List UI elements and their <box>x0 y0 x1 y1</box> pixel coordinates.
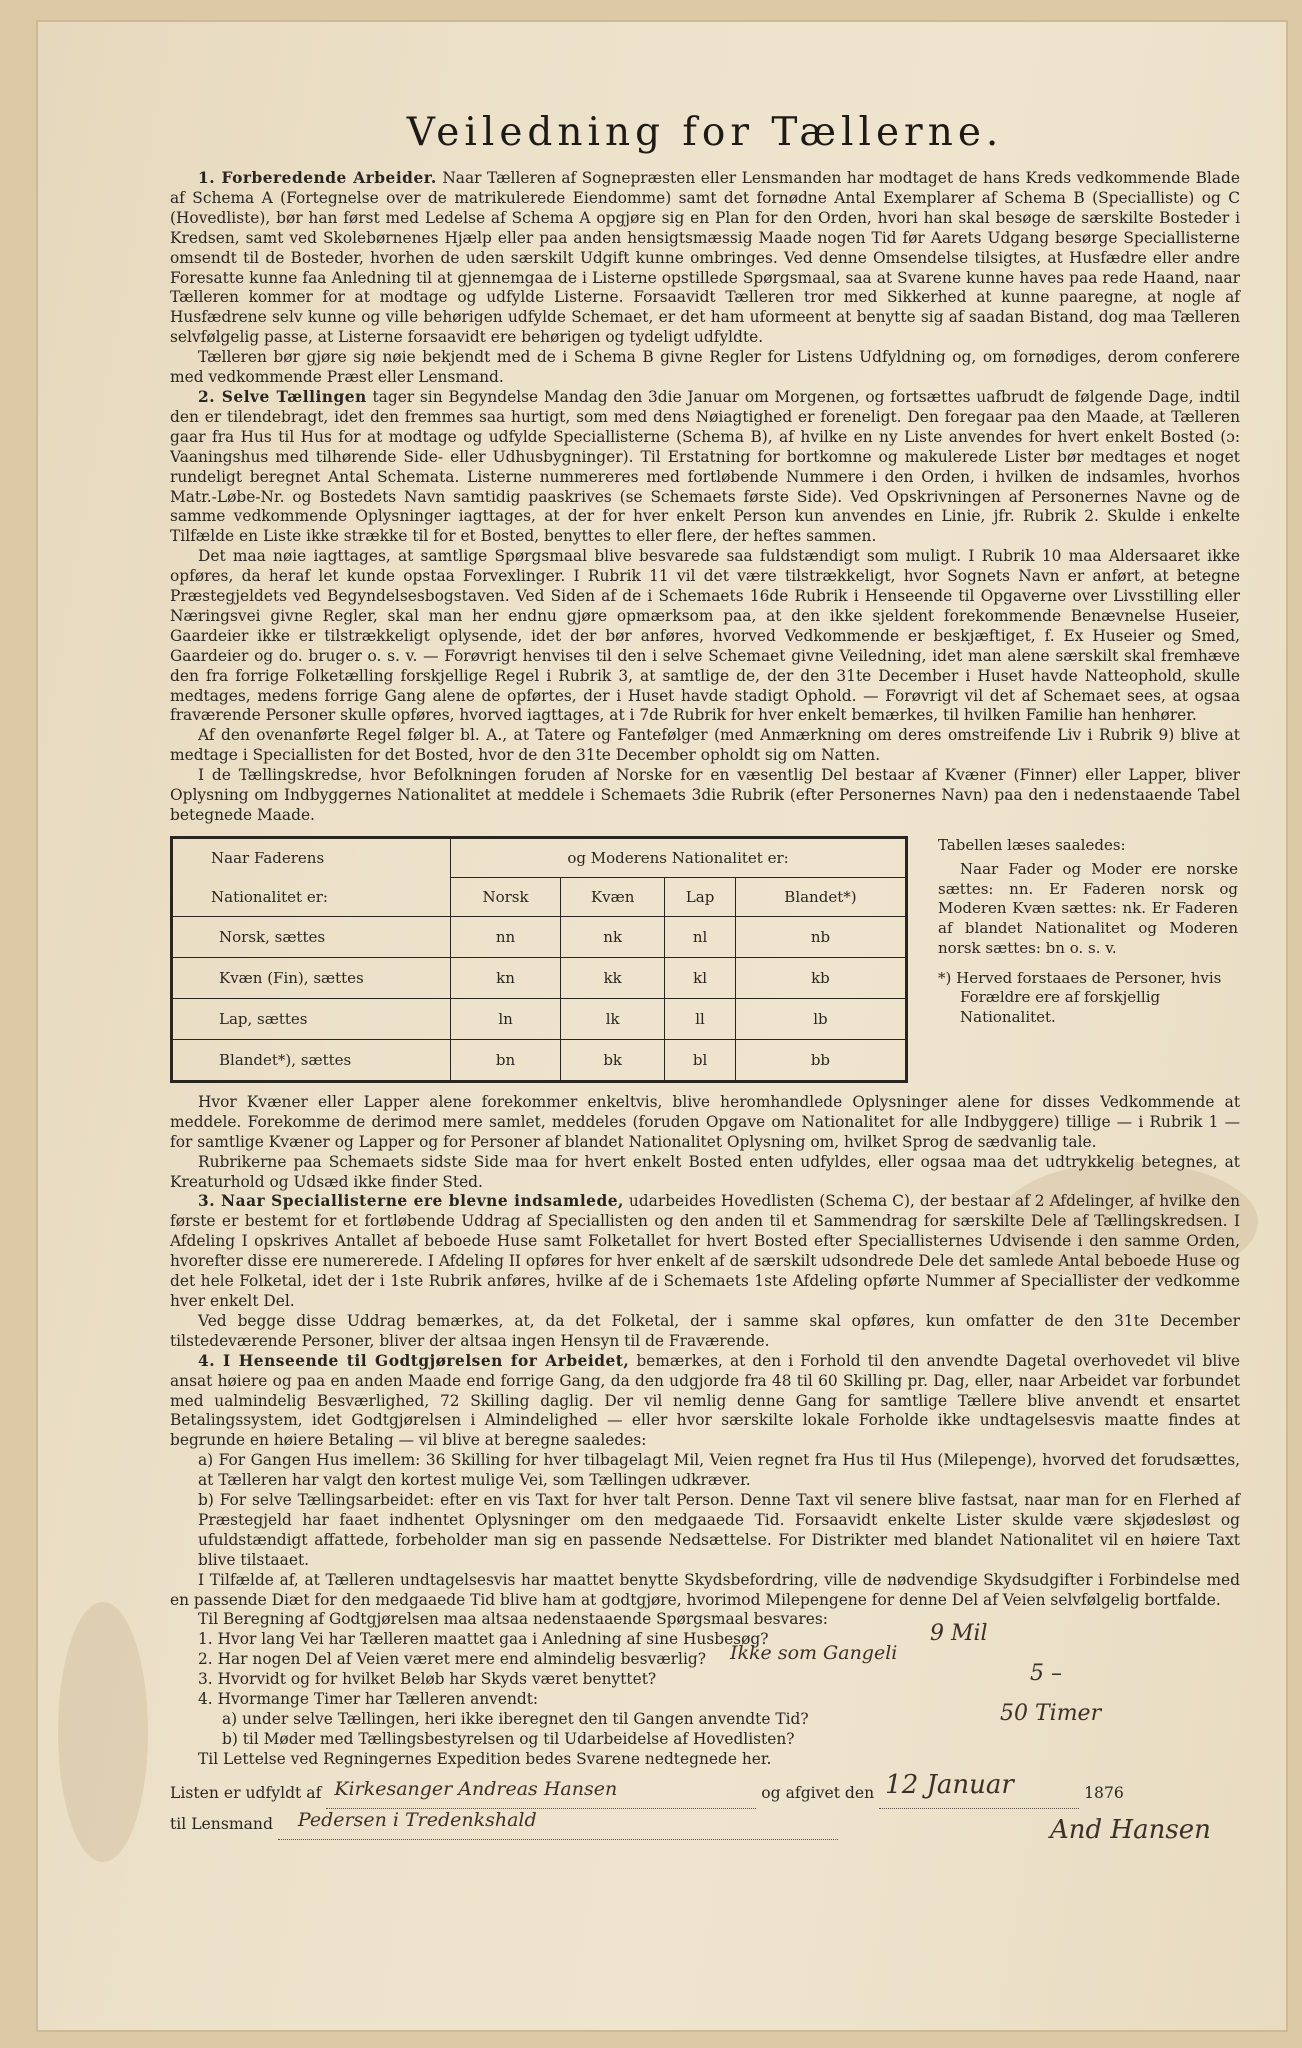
table-cell: nk <box>561 916 665 957</box>
section-1 <box>170 169 1240 348</box>
table-cell: kl <box>665 957 736 998</box>
document-content <box>170 110 1240 1845</box>
section-4-paragraph-2: I Tilfælde af, at Tælleren undtagelsesvis har maattet benytte Skydsbefordring, ville de nødvendige Skydsudgifter i Forbindelse med en passende Diæt for den medgaaede Tid blive ham at godtgjøre, hvorimod Milepengene for denne Del af Veien selvfølgelig bortfalde. <box>170 1570 1240 1609</box>
footer-label: Listen er udfyldt af <box>170 1783 322 1802</box>
column-header: Lap <box>665 877 736 916</box>
question-text: 3. Hvorvidt og for hvilket Beløb har Skyds været benyttet? <box>198 1670 657 1689</box>
handwritten-lensmand: Pedersen i Tredenkshald <box>297 1808 537 1831</box>
table-cell: ln <box>451 998 561 1039</box>
section-text: udarbeides Hovedlisten (Schema C), der bestaar af 2 Afdelinger, af hvilke den første er bestemt for et fortløbende Uddrag af Speciallisten og den anden til et Sammendrag for særskilte Dele af Tællingskredsen. I Afdeling I opskrives Antallet af beboede Huse samt Folketallet for hvert Bosted efter Speciallisternes Udvisende i den samme Orden, hvorefter disse ere numererede. I Afdeling II opføres for hver enkelt af de særskilt udsondrede Dele det samlede Antal beboede Huse og det hele Folketal, idet der i 1ste Rubrik anføres, hvilke af de i Schemaets 1ste Afdeling opførte Nummer af Speciallister der vedkomme hver enkelt Del. <box>170 1192 1240 1310</box>
section-2-paragraph-3: Af den ovenanførte Regel følger bl. A., at Tatere og Fantefølger (med Anmærkning om deres omstreifende Liv i Rubrik 9) blive at medtage i Speciallisten for det Bosted, hvor de den 31te December opholdt sig om Natten. <box>170 726 1240 765</box>
table-row <box>172 916 907 957</box>
section-3-paragraph-2: Ved begge disse Uddrag bemærkes, at, da det Folketal, der i samme skal opføres, kun omfatter de den 31te December tilstedeværende Personer, bliver der altsaa ingen Hensyn til de Fraværende. <box>170 1311 1240 1350</box>
handwritten-answer: Ikke som Gangeli <box>730 1642 898 1665</box>
table-explanation <box>938 836 1238 1083</box>
section-2-paragraph-4: I de Tællingskredse, hvor Befolkningen foruden af Norske for en væsentlig Del bestaar af Kvæner (Finner) eller Lapper, bliver Oplysning om Indbyggernes Nationalitet at meddele i Schemaets 3die Rubrik (efter Personernes Navn) paa den i nedenstaaende Tabel betegnede Maade. <box>170 766 1240 824</box>
explanation-title: Tabellen læses saaledes: <box>938 835 1126 854</box>
section-text: tager sin Begyndelse Mandag den 3die Januar om Morgenen, og fortsættes uafbrudt de følgende Dage, indtil den er tilendebragt, idet den fremmes saa hurtigt, som med dens Nøiagtighed er foreneligt. Den foregaar paa den Maade, at Tælleren gaar fra Hus til Hus for at modtage og udfylde Speciallisterne (Schema B), af hvilke en ny Liste anvendes for hvert enkelt Bosted (ɔ: Vaaningshus med tilhørende Side- eller Udhusbygninger). Til Erstatning for bortkomne og makulerede Lister bør medtages et noget rundeligt beregnet Antal Schemata. Listerne nummereres med fortløbende Nummere i den Orden, i hvilken de indsamles, hvorhos Matr.-Løbe-Nr. og Bostedets Navn samtidig paaskrives (se Schemaets første Side). Ved Opskrivningen af Personernes Navne og de samme vedkommende Oplysninger iagttages, at der for hver enkelt Person kun anvendes en Linie, jfr. Rubrik 2. Skulde i enkelte Tilfælde en Liste ikke strække til for et Bosted, benyttes to eller flere, der heftes sammen. <box>170 387 1240 546</box>
section-heading: 2. Selve Tællingen <box>198 387 367 406</box>
table-cell: nb <box>735 916 906 957</box>
handwritten-answer: 9 Mil <box>930 1621 988 1647</box>
section-4-item-a: a) For Gangen Hus imellem: 36 Skilling for hver tilbagelagt Mil, Veien regnet fra Hus til Hus (Milepenge), hvorved det forudsættes, at Tælleren har valgt den kortest mulige Vei, som Tællingen udkræver. <box>198 1451 1240 1490</box>
table-row <box>172 1039 907 1081</box>
handwritten-answer: 5 – <box>1030 1661 1062 1687</box>
page-title: Veiledning for Tællerne. <box>406 110 1004 155</box>
section-heading: 3. Naar Speciallisterne ere blevne indsamlede, <box>198 1192 624 1211</box>
footer-year: 1876 <box>1084 1783 1124 1802</box>
table-cell: kn <box>451 957 561 998</box>
question-text: 1. Hvor lang Vei har Tælleren maattet gaa i Anledning af sine Husbesøg? <box>198 1630 769 1649</box>
section-text: bemærkes, at den i Forhold til den anvendte Dagetal overhovedet vil blive ansat høiere og paa en anden Maade end forrige Gang, da den udgjorde fra 48 til 60 Skilling pr. Dag, eller, naar Arbeidet var forbundet med ualmindelig Besværlighed, 72 Skilling daglig. Der vil nemlig denne Gang for samtlige Tællere blive anvendt et ensartet Betalingssystem, idet Godtgjørelsen i Almindelighed — eller hvor særskilte lokale Forholde ikke undtagelsesvis maatte findes at begrunde en høiere Betaling — vil blive at beregne saaledes: <box>170 1351 1240 1450</box>
table-cell: bl <box>665 1039 736 1081</box>
section-text: Naar Tælleren af Sognepræsten eller Lensmanden har modtaget de hans Kreds vedkommende Blade af Schema A (Fortegnelse over de matrikulerede Eiendomme) samt det fornødne Antal Exemplarer af Schema B (Specialliste) og C (Hovedliste), bør han først med Ledelse af Schema A opgjøre sig en Plan for den Orden, hvori han skal besøge de særskilte Bosteder i Kredsen, samt ved Skolebørnenes Hjælp eller paa anden hensigtsmæssig Maade nogen Tid før Aarets Udgang besørge Speciallisterne omsendt til de Bosteder, hvorhen de uden særskilt Udgift kunne ombringes. Ved denne Omsendelse tilsigtes, at Husfædre eller andre Foresatte kunne faa Anledning til at gjennemgaa de i Listerne opstillede Spørgsmaal, saa at Svarene kunne haves paa rede Haand, naar Tælleren kommer for at modtage og udfylde Listerne. Forsaavidt Tælleren tror med Sikkerhed at kunne paaregne, at nogle af Husfædrene selv kunne og ville behørigen udfylde Schemaet, er det ham uformeent at benytte sig af saadan Bistand, dog maa Tælleren selvfølgelig passe, at Listerne forsaavidt ere behørigen og tydeligt udfyldte. <box>170 169 1240 347</box>
row-label: Norsk, sættes <box>172 916 451 957</box>
table-cell: kb <box>735 957 906 998</box>
section-2 <box>170 388 1240 547</box>
explanation-footnote: *) Herved forstaaes de Personer, hvis Forældre ere af forskjellig Nationalitet. <box>938 968 1222 1027</box>
row-label: Lap, sættes <box>172 998 451 1039</box>
column-header: Kvæn <box>561 877 665 916</box>
section-3 <box>170 1192 1240 1311</box>
table-column-row <box>172 877 907 916</box>
handwritten-name: Kirkesanger Andreas Hansen <box>334 1777 618 1800</box>
section-heading: 4. I Henseende til Godtgjørelsen for Arbeidet, <box>198 1351 630 1370</box>
section-2-paragraph-2: Det maa nøie iagttages, at samtlige Spørgsmaal blive besvarede saa fuldstændigt som muligt. I Rubrik 10 maa Aldersaaret ikke opføres, da heraf let kunde opstaa Forvexlinger. I Rubrik 11 vil det være tilstrækkeligt, hvor Sognets Navn er anført, at betegne Præstegjeldets ved Begyndelsesbogstaven. Ved Siden af de i Schemaets 16de Rubrik i Henseende til Opgaverne over Livsstilling eller Næringsvei givne Regler, skal man her endnu gjøre opmærksom paa, at den ikke sjeldent forekommende Benævnelse Huseier, Gaardeier ikke er tilstrækkeligt oplysende, idet der bør anføres, hvorved Vedkommende er beskjæftiget, f. Ex Huseier og Smed, Gaardeier og do. bruger o. s. v. — Forøvrigt henvises til den i selve Schemaet givne Veiledning, idet man alene særskilt skal fremhæve den fra forrige Folketælling forskjellige Regel i Rubrik 3, at samtlige de, der den 31te December i Huset havde Natteophold, skulle medtages, medens forrige Gang alene de opførtes, der i Huset havde stadigt Ophold. — Forøvrigt vil det af Schemaet sees, at ogsaa fraværende Personer skulle opføres, hvorved iagttages, at i 7de Rubrik for hver enkelt bemærkes, til hvilken Familie han henhører. <box>170 547 1240 725</box>
table-cell: bn <box>451 1039 561 1081</box>
footer-line-2 <box>170 1808 1240 1845</box>
question-1 <box>170 1621 1240 1650</box>
question-3 <box>170 1661 1240 1690</box>
section-heading: 1. Forberedende Arbeider. <box>198 169 437 187</box>
table-cell: kk <box>561 957 665 998</box>
row-label: Blandet*), sættes <box>172 1039 451 1081</box>
handwritten-date: 12 Januar <box>885 1769 1014 1800</box>
table-cell: lb <box>735 998 906 1039</box>
table-row <box>172 957 907 998</box>
question-text: a) under selve Tællingen, heri ikke iberegnet den til Gangen anvendte Tid? <box>222 1710 809 1728</box>
nationality-table <box>170 836 908 1083</box>
lensmand-field <box>278 1809 838 1840</box>
handwritten-answer: 50 Timer <box>1000 1701 1102 1726</box>
question-2 <box>170 1642 1240 1670</box>
table-header-row <box>172 837 907 877</box>
after-table-paragraph-2: Rubrikerne paa Schemaets sidste Side maa for hvert enkelt Bosted enten udfyldes, eller ogsaa maa det udtrykkelig betegnes, at Kreaturhold og Udsæd ikke finder Sted. <box>170 1152 1240 1191</box>
section-4 <box>170 1352 1240 1452</box>
section-4-item-b: b) For selve Tællingsarbeidet: efter en vis Taxt for hver talt Person. Denne Taxt vil senere blive fastsat, naar man for en Flerhed af Præstegjeld har faaet indhentet Oplysninger om den medgaaede Tid. Forsaavidt enkelte Lister skulde være skjødesløst og ufuldstændigt affattede, forbeholder man sig en passende Nedsættelse. For Distrikter med blandet Nationalitet vil en høiere Taxt blive tilstaaet. <box>198 1491 1240 1569</box>
signature: And Hansen <box>1050 1814 1211 1845</box>
table-cell: bk <box>561 1039 665 1081</box>
after-table-paragraph-1: Hvor Kvæner eller Lapper alene forekommer enkeltvis, blive heromhandlede Oplysninger alene for disses Vedkommende at meddele. Forekomme de derimod mere samlet, meddeles (foruden Opgave om Nationalitet for alle Indbyggere) tillige — i Rubrik 1 — for samtlige Kvæner og Lapper og for Personer af blandet Nationalitet Oplysning om, hvilket Sprog de sædvanlig tale. <box>170 1092 1240 1151</box>
column-header: Blandet*) <box>735 877 906 916</box>
footer-label: til Lensmand <box>170 1814 273 1833</box>
table-cell: nl <box>665 916 736 957</box>
footer-label: og afgivet den <box>761 1783 875 1802</box>
section-1-paragraph-2: Tælleren bør gjøre sig nøie bekjendt med de i Schema B givne Regler for Listens Udfyldning og, om fornødiges, derom conferere med vedkommende Præst eller Lensmand. <box>170 348 1240 387</box>
nationality-table-block <box>170 836 1240 1083</box>
question-text: 2. Har nogen Del af Veien været mere end almindelig besværlig? <box>198 1650 706 1669</box>
paper-stain <box>58 1602 148 1862</box>
table-cell: nn <box>451 916 561 957</box>
explanation-text: Naar Fader og Moder ere norske sættes: nn. Er Faderen norsk og Moderen Kvæn sættes: nk. Er Faderen af blandet Nationalitet og Moderen norsk sættes: bn o. s. v. <box>938 859 1238 957</box>
section-4-paragraph-3: Til Beregning af Godtgjørelsen maa altsaa nedenstaaende Spørgsmaal besvares: <box>198 1610 828 1629</box>
header-father-1: Naar Faderens <box>172 837 451 877</box>
header-mother: og Moderens Nationalitet er: <box>451 837 907 877</box>
document-page <box>38 22 1286 2030</box>
table-row <box>172 998 907 1039</box>
table-cell: bb <box>735 1039 906 1081</box>
column-header: Norsk <box>451 877 561 916</box>
date-field <box>879 1769 1079 1809</box>
header-father-2: Nationalitet er: <box>172 877 451 916</box>
table-cell: lk <box>561 998 665 1039</box>
table-cell: ll <box>665 998 736 1039</box>
section-4-paragraph-4: Til Lettelse ved Regningernes Expedition bedes Svarene nedtegnede her. <box>198 1749 772 1768</box>
question-4: 4. Hvormange Timer har Tælleren anvendt: <box>198 1690 539 1709</box>
question-4b: b) til Møder med Tællingsbestyrelsen og til Udarbeidelse af Hovedlisten? <box>222 1729 795 1748</box>
question-4a <box>170 1701 1240 1730</box>
row-label: Kvæn (Fin), sættes <box>172 957 451 998</box>
